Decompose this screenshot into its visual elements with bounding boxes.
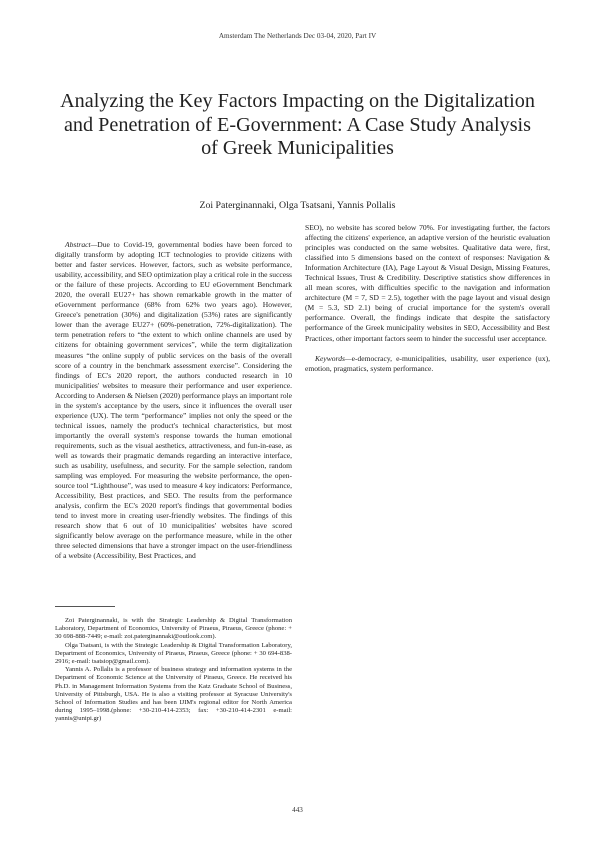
keywords-label: Keywords— xyxy=(315,353,352,363)
abstract-continuation: SEO), no website has scored below 70%. For investigating further, the factors affecting the citizens' experience, an adaptive version of the heuristic evaluation principles was conducted on the same websites. Qualitative data were, first, classified into 5 dimensions based on the context of responses: Navigation & Information Architecture (IA), Page Layout & Visual Design, Missing Features, Technical Issues, Trust & Credibility. Descriptive statistics show differences in all mean scores, with difficulties specific to the navigation and information architecture (M = 7, SD = 2.5), together with the page layout and visual design (M = 5.3, SD 2.1) being of crucial importance for the system's overall performance. Overall, the findings indicate that despite the satisfactory performance of the Greek municipality websites in SEO, Accessibility and Best Practices, other important factors seem to hinder the successful user acceptance. xyxy=(305,223,550,343)
paper-title: Analyzing the Key Factors Impacting on the Digitalization and Penetration of E-Government: A Case Study Analysis of Greek Municipalities xyxy=(60,90,535,159)
footnote-author-1: Zoi Paterginannaki, is with the Strategic Leadership & Digital Transformation Laboratory, Department of Economics, University of Piraeus, Piraeus, Greece (phone: + 30 698-888-7449; e-mail: zoi.paterginannaki@outlook.com). xyxy=(55,617,292,641)
abstract-text-left: Due to Covid-19, governmental bodies have been forced to digitally transform by adopting ICT technologies to provide citizens with better and faster services. However, factors, such as website performance, usability, accessibility, and SEO optimization play a critical role in the success or the failure of these projects. According to EU eGovernment Benchmark 2020, the overall EU27+ has shown remarkable growth in the matter of eGovernment performance (68% from 62% two years ago). However, Greece's penetration (30%) and digitalization (53%) rates are significantly lower than the average EU27+ (60%-penetration, 72%-digitalization). The term penetration refers to “the extent to which online channels are used by citizens for obtaining government services”, while the term digitalization measures “the online supply of public services on the basis of the overall score of a country in the benchmark assessment exercise”. Considering the findings of EC's 2020 report, the authors conducted research in 10 municipalities' websites to measure their performance and user experience. According to Andersen & Nielsen (2020) performance plays an important role in the system's acceptance by the users, since it influences the overall user experience (UX). The term “performance” implies not only the speed or the technical issues, namely the product's technical characteristics, but most importantly the overall system's response towards the human emotional requirements, such as the visual aesthetics, attractiveness, and fun-in-ease, as well as towards their pragmatic demands regarding an interactive interface, such as usability, usefulness, and security. For the sample selection, random sampling was employed. For measuring the website performance, the open-source tool “Lighthouse”, was used to measure 4 key indicators: Performance, Accessibility, Best practices, and SEO. The results from the performance analysis, confirm the EC's 2020 report's findings that governmental bodies tend to invest more in creating user-friendly websites. The findings of this research show that 6 out of 10 municipalities' websites have scored significantly below average on the performance measure, while in the other three selected dimensions that have a stronger impact on the user-friendliness of a website (Accessibility, Best Practices, and xyxy=(55,240,292,561)
keywords-text: e-democracy, e-municipalities, usability, user experience (ux), emotion, pragmatics, system performance. xyxy=(305,353,550,373)
keywords-paragraph xyxy=(305,354,550,374)
abstract-label: Abstract— xyxy=(65,240,98,249)
footnote-author-3: Yannis A. Pollalis is a professor of business strategy and information systems in the Department of Economic Science at the University of Piraeus, Greece. He received his Ph.D. in Management Information Systems from the Katz Graduate School of Business, University of Pittsburgh, USA. He is also a visiting professor at Syracuse University's School of Information Studies and has been IJIM's regional editor for North America during 1995–1998.(phone: +30-210-414-2353; fax: +30-210-414-2301 e-mail: yannis@unipi.gr) xyxy=(55,666,292,723)
left-column xyxy=(55,240,292,562)
author-footnotes xyxy=(55,617,292,724)
footnote-divider xyxy=(55,606,115,607)
running-header: Amsterdam The Netherlands Dec 03-04, 2020, Part IV xyxy=(218,32,377,40)
footnote-author-2: Olga Tsatsani, is with the Strategic Leadership & Digital Transformation Laboratory, Department of Economics, University of Piraeus, Piraeus, Greece (phone: + 30 694-838-2916; e-mail: tsatsiop@gmail.com). xyxy=(55,641,292,666)
right-column xyxy=(305,223,550,374)
page-number: 443 xyxy=(292,806,303,814)
abstract-paragraph xyxy=(55,240,292,562)
author-list: Zoi Paterginannaki, Olga Tsatsani, Yannis Pollalis xyxy=(199,200,396,211)
